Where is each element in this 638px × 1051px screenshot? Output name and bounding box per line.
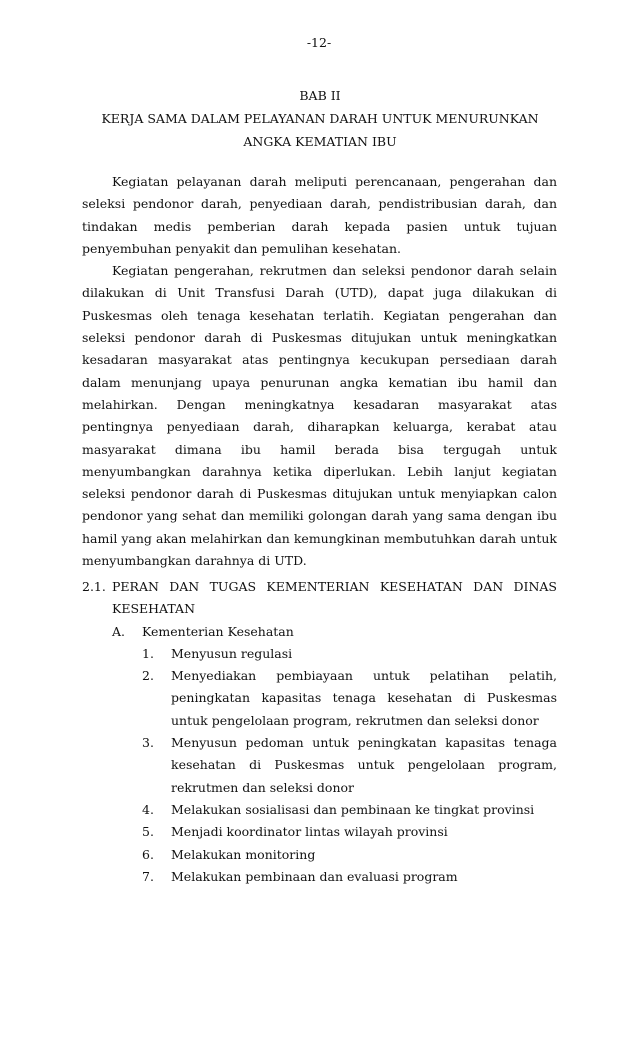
list-item-number: 4. [142,801,154,817]
list-item-text: Melakukan pembinaan dan evaluasi program [171,868,458,884]
list-item-number: 3. [142,735,154,751]
list-item-text: Menyusun pedoman untuk peningkatan kapasitas tenaga kesehatan di Puskesmas untuk pengelolaan program, rekrutmen dan seleksi donor [171,735,557,795]
subsection-letter: A. [112,623,126,639]
list-item [142,732,557,799]
list-item-number: 5. [142,824,154,840]
section-title: PERAN DAN TUGAS KEMENTERIAN KESEHATAN DAN DINAS KESEHATAN [112,579,557,617]
list-item-text: Menyusun regulasi [171,645,293,661]
list-item-text: Menyediakan pembiayaan untuk pelatihan pelatih, peningkatan kapasitas tenaga kesehatan di Puskesmas untuk pengelolaan program, rekrutmen dan seleksi donor [171,668,557,728]
section-2-1 [82,576,557,888]
subsection-a [112,621,557,643]
section-number: 2.1. [82,579,106,594]
list-item-number: 1. [142,645,154,661]
list-item-number: 6. [142,846,154,862]
list-item-number: 2. [142,668,154,684]
chapter-heading: BAB II [299,88,341,103]
body-text [82,171,557,572]
paragraph: Kegiatan pengerahan, rekrutmen dan seleksi pendonor darah selain dilakukan di Unit Transfusi Darah (UTD), dapat juga dilakukan di Puskesmas oleh tenaga kesehatan terlatih. Kegiatan pengerahan dan seleksi pendonor darah di Puskesmas ditujukan untuk meningkatkan kesadaran masyarakat atas pentingnya kecukupan persediaan darah dalam menunjang upaya penurunan angka kematian ibu hamil dan melahirkan. Dengan meningkatnya kesadaran masyarakat atas pentingnya penyediaan darah, diharapkan keluarga, kerabat atau masyarakat dimana ibu hamil berada bisa tergugah untuk menyumbangkan darahnya ketika diperlukan. Lebih lanjut kegiatan seleksi pendonor darah di Puskesmas ditujukan untuk menyiapkan calon pendonor yang sehat dan memiliki golongan darah yang sama dengan ibu hamil yang akan melahirkan dan kemungkinan membutuhkan darah untuk menyumbangkan darahnya di UTD. [82,263,557,569]
list-item [142,844,557,866]
list-item-text: Melakukan sosialisasi dan pembinaan ke tingkat provinsi [171,801,535,817]
task-list [142,643,557,888]
subsection-title: Kementerian Kesehatan [142,623,294,639]
paragraph: Kegiatan pelayanan darah meliputi perencanaan, pengerahan dan seleksi pendonor darah, penyediaan darah, pendistribusian darah, dan tindakan medis pemberian darah kepada pasien untuk tujuan penyembuhan penyakit dan pemulihan kesehatan. [82,174,557,256]
list-item [142,643,557,665]
page-number: -12- [306,35,332,50]
list-item [142,665,557,732]
list-item [142,821,557,843]
chapter-title-line-2: ANGKA KEMATIAN IBU [243,134,397,149]
list-item-text: Menjadi koordinator lintas wilayah provinsi [171,824,448,840]
chapter-title-line-1: KERJA SAMA DALAM PELAYANAN DARAH UNTUK MENURUNKAN [101,111,539,126]
list-item-text: Melakukan monitoring [171,846,316,862]
list-item [142,866,557,888]
list-item [142,799,557,821]
list-item-number: 7. [142,868,154,884]
